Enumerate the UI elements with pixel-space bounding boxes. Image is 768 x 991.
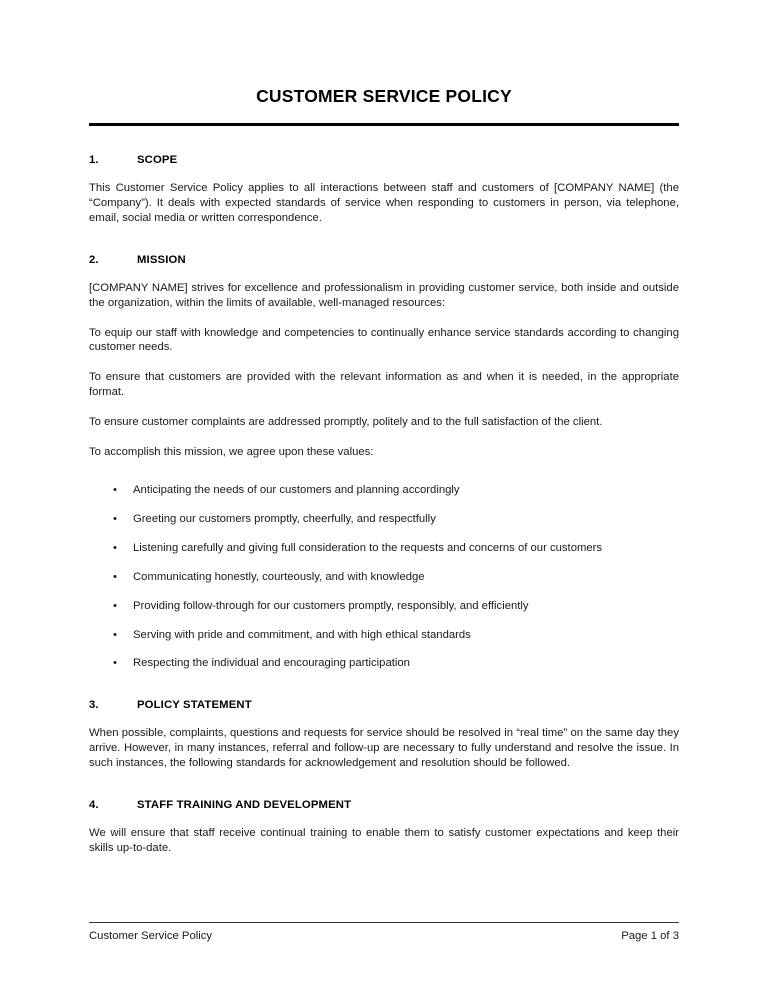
paragraph: To equip our staff with knowledge and competencies to continually enhance service standards according to changing customer needs. <box>89 326 679 354</box>
paragraph: This Customer Service Policy applies to all interactions between staff and customers of [COMPANY NAME] (the “Company”). It deals with expected standards of service when responding to customers in person, via telephone, email, social media or written correspondence. <box>89 182 679 224</box>
list-item-label: Serving with pride and commitment, and with high ethical standards <box>133 628 471 641</box>
footer-row <box>89 930 679 942</box>
section-number: 3. <box>89 699 99 712</box>
list-item-label: Greeting our customers promptly, cheerfully, and respectfully <box>133 512 436 525</box>
list-item-label: Listening carefully and giving full consideration to the requests and concerns of our customers <box>133 541 603 554</box>
list-item <box>89 614 679 643</box>
values-list <box>89 460 679 671</box>
section-policy-statement <box>89 699 679 771</box>
title-divider <box>89 123 679 126</box>
section-title: POLICY STATEMENT <box>137 699 252 712</box>
section-title: STAFF TRAINING AND DEVELOPMENT <box>137 799 352 812</box>
footer-document-name: Customer Service Policy <box>89 930 213 942</box>
paragraph: To accomplish this mission, we agree upon these values: <box>89 446 374 459</box>
bullet-icon: • <box>113 541 117 554</box>
paragraph: We will ensure that staff receive continual training to enable them to satisfy customer expectations and keep their skills up-to-date. <box>89 827 679 854</box>
paragraph: To ensure that customers are provided with the relevant information as and when it is needed, in the appropriate format. <box>89 371 679 399</box>
section-number: 4. <box>89 799 99 812</box>
list-item <box>89 527 679 556</box>
bullet-icon: • <box>113 483 117 496</box>
section-scope <box>89 154 679 226</box>
section-heading <box>89 154 679 166</box>
bullet-icon: • <box>113 628 117 641</box>
list-item <box>89 498 679 527</box>
page-footer <box>89 922 679 942</box>
list-item <box>89 469 679 498</box>
section-title: MISSION <box>137 253 186 266</box>
list-item <box>89 642 679 671</box>
list-item <box>89 556 679 585</box>
section-staff-training <box>89 799 679 856</box>
bullet-icon: • <box>113 570 117 583</box>
list-item-label: Providing follow-through for our customers promptly, responsibly, and efficiently <box>133 599 529 612</box>
bullet-icon: • <box>113 512 117 525</box>
footer-divider <box>89 922 679 923</box>
section-heading <box>89 699 679 711</box>
list-item <box>89 585 679 614</box>
list-item-label: Communicating honestly, courteously, and with knowledge <box>133 570 425 583</box>
list-item-label: Anticipating the needs of our customers and planning accordingly <box>133 483 460 496</box>
section-heading <box>89 799 679 811</box>
paragraph: When possible, complaints, questions and requests for service should be resolved in “real time” on the same day they arrive. However, in many instances, referral and follow-up are necessary to fully understand and resolve the issue. In such instances, the following standards for acknowledgement and resolution should be followed. <box>89 727 679 770</box>
section-heading <box>89 254 679 266</box>
paragraph: To ensure customer complaints are addressed promptly, politely and to the full satisfaction of the client. <box>89 416 603 429</box>
list-item-label: Respecting the individual and encouraging participation <box>133 657 410 670</box>
bullet-icon: • <box>113 657 117 670</box>
footer-page-number: Page 1 of 3 <box>621 930 679 942</box>
paragraph: [COMPANY NAME] strives for excellence and professionalism in providing customer service, both inside and outside the organization, within the limits of available, well-managed resources: <box>89 281 679 309</box>
section-number: 2. <box>89 253 99 266</box>
section-mission <box>89 254 679 672</box>
page-title: CUSTOMER SERVICE POLICY <box>256 86 512 106</box>
bullet-icon: • <box>113 599 117 612</box>
section-title: SCOPE <box>137 154 178 166</box>
section-number: 1. <box>89 154 99 166</box>
